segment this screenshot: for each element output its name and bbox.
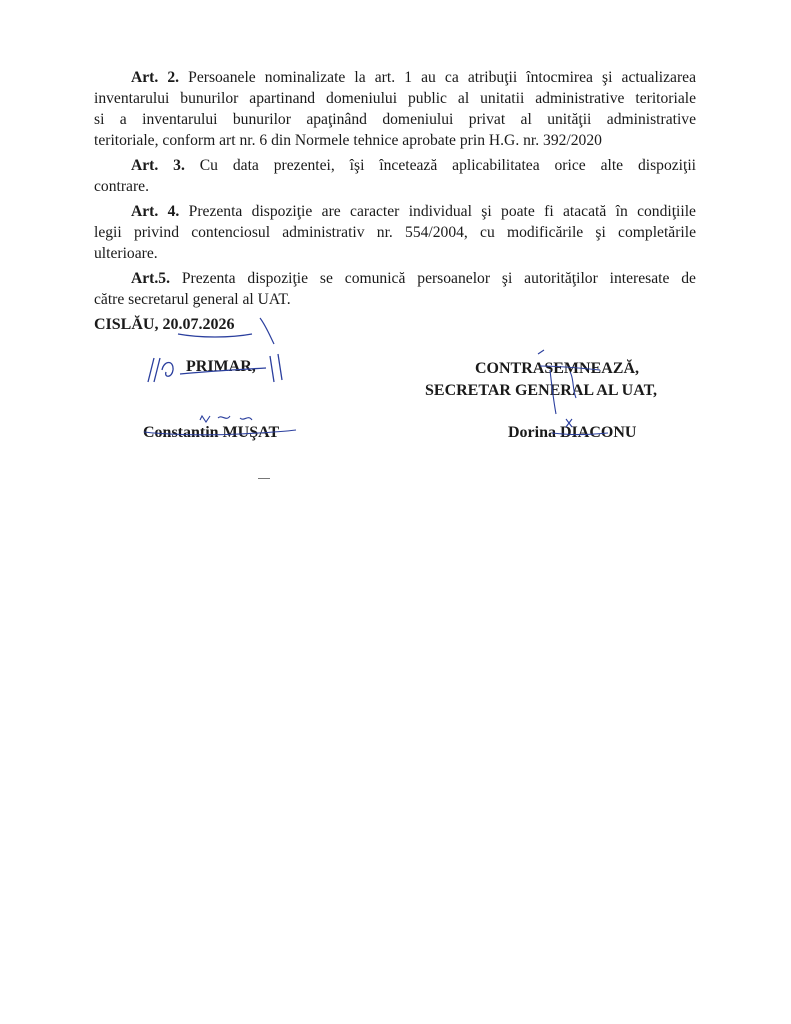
article-label: Art. 3. (131, 157, 185, 174)
article-text-line: Prezenta dispoziţie se comunică persoanelor şi autorităţilor interesate de (181, 270, 696, 287)
article-text-line: legii privind contenciosul administrativ nr. 554/2004, cu modificările şi completările (94, 224, 696, 241)
stray-mark (258, 478, 270, 479)
article-text-line: teritoriale, conform art nr. 6 din Normele tehnice aprobate prin H.G. nr. 392/2020 (94, 132, 602, 149)
article-text-line: contrare. (94, 178, 149, 195)
article-3 (94, 155, 696, 197)
articles-section (94, 67, 696, 314)
article-text-line: inventarului bunurilor apartinand domeniului public al unitatii administrative teritoriale (94, 90, 696, 107)
article-text-line: Prezenta dispoziţie are caracter individual şi poate fi atacată în condiţiile (188, 203, 696, 220)
article-text-line: către secretarul general al UAT. (94, 291, 291, 308)
article-text-line: Persoanele nominalizate la art. 1 au ca atribuţii întocmirea şi actualizarea (188, 69, 696, 86)
article-label: Art.5. (131, 270, 170, 287)
article-text-line: ulterioare. (94, 245, 158, 262)
secretary-title: SECRETAR GENERAL AL UAT, (425, 382, 658, 399)
countersign-title: CONTRASEMNEAZĂ, (475, 360, 640, 377)
secretary-name: Dorina DIACONU (508, 424, 637, 441)
article-text-line: si a inventarului bunurilor apaţinând domeniului privat al unităţii administrative (94, 111, 696, 128)
article-label: Art. 4. (131, 203, 180, 220)
mayor-name: Constantin MUŞAT (143, 424, 280, 441)
place-and-date: CISLĂU, 20.07.2026 (94, 316, 235, 333)
article-5 (94, 268, 696, 310)
mayor-title: PRIMAR, (186, 358, 256, 375)
article-text-line: Cu data prezentei, îşi încetează aplicabilitatea orice alte dispoziţii (199, 157, 697, 174)
article-2 (94, 67, 696, 151)
article-4 (94, 201, 696, 264)
article-label: Art. 2. (131, 69, 180, 86)
